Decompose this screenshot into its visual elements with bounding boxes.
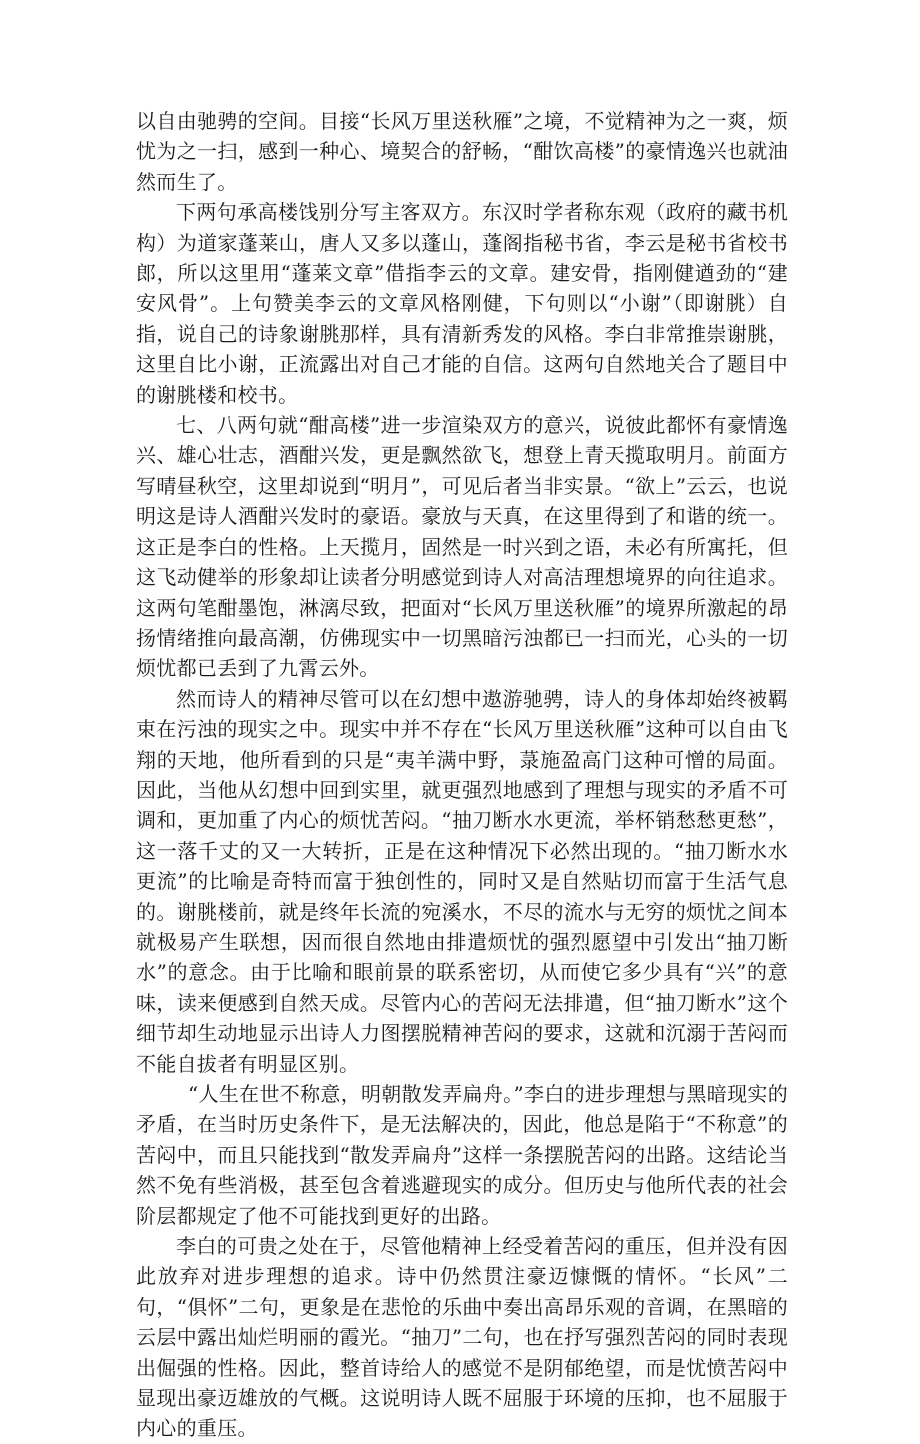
paragraph-6: 李白的可贵之处在于，尽管他精神上经受着苦闷的重压，但并没有因此放弃对进步理想的追求。诗中仍然贯注豪迈慷慨的情怀。“长风”二句，“俱怀”二句，更象是在悲怆的乐曲中奏出高昂乐观的音调，在黑暗的云层中露出灿烂明丽的霞光。“抽刀”二句，也在抒写强烈苦闷的同时表现出倔强的性格。因此，整首诗给人的感觉不是阴郁绝望，而是忧愤苦闷中显现出豪迈雄放的气概。这说明诗人既不屈服于环境的压抑，也不屈服于内心的重压。 <box>136 1234 788 1441</box>
paragraph-3: 七、八两句就“酣高楼”进一步渲染双方的意兴，说彼此都怀有豪情逸兴、雄心壮志，酒酣兴发，更是飘然欲飞，想登上青天揽取明月。前面方写晴昼秋空，这里却说到“明月”，可见后者当非实景。“欲上”云云，也说明这是诗人酒酣兴发时的豪语。豪放与天真，在这里得到了和谐的统一。这正是李白的性格。上天揽月，固然是一时兴到之语，未必有所寓托，但这飞动健举的形象却让读者分明感觉到诗人对高洁理想境界的向往追求。这两句笔酣墨饱，淋漓尽致，把面对“长风万里送秋雁”的境界所激起的昂扬情绪推向最高潮，仿佛现实中一切黑暗污浊都已一扫而光，心头的一切烦忧都已丢到了九霄云外。 <box>136 413 788 681</box>
paragraph-4: 然而诗人的精神尽管可以在幻想中遨游驰骋，诗人的身体却始终被羁束在污浊的现实之中。现实中并不存在“长风万里送秋雁”这种可以自由飞翔的天地，他所看到的只是“夷羊满中野，菉施盈高门这种可憎的局面。因此，当他从幻想中回到实里，就更强烈地感到了理想与现实的矛盾不可调和，更加重了内心的烦忧苦闷。“抽刀断水水更流，举杯销愁愁更愁”，这一落千丈的又一大转折，正是在这种情况下必然出现的。“抽刀断水水更流”的比喻是奇特而富于独创性的，同时又是自然贴切而富于生活气息的。谢朓楼前，就是终年长流的宛溪水，不尽的流水与无穷的烦忧之间本就极易产生联想，因而很自然地由排遣烦忧的强烈愿望中引发出“抽刀断水”的意念。由于比喻和眼前景的联系密切，从而使它多少具有“兴”的意味，读来便感到自然天成。尽管内心的苦闷无法排遣，但“抽刀断水”这个细节却生动地显示出诗人力图摆脱精神苦闷的要求，这就和沉溺于苦闷而不能自拔者有明显区别。 <box>136 686 788 1076</box>
paragraph-1: 以自由驰骋的空间。目接“长风万里送秋雁”之境，不觉精神为之一爽，烦忧为之一扫，感到一种心、境契合的舒畅，“酣饮高楼”的豪情逸兴也就油然而生了。 <box>136 109 788 194</box>
document-body <box>136 106 788 1444</box>
paragraph-5: “人生在世不称意，明朝散发弄扁舟。”李白的进步理想与黑暗现实的矛盾，在当时历史条件下，是无法解决的，因此，他总是陷于“不称意”的苦闷中，而且只能找到“散发弄扁舟”这样一条摆脱苦闷的出路。这结论当然不免有些消极，甚至包含着逃避现实的成分。但历史与他所代表的社会阶层都规定了他不可能找到更好的出路。 <box>136 1082 788 1228</box>
paragraph-2: 下两句承高楼饯别分写主客双方。东汉时学者称东观（政府的藏书机构）为道家蓬莱山，唐人又多以蓬山，蓬阁指秘书省，李云是秘书省校书郎，所以这里用“蓬莱文章”借指李云的文章。建安骨，指刚健遒劲的“建安风骨”。上句赞美李云的文章风格刚健，下句则以“小谢”（即谢朓）自指，说自己的诗象谢朓那样，具有清新秀发的风格。李白非常推崇谢朓，这里自比小谢，正流露出对自己才能的自信。这两句自然地关合了题目中的谢朓楼和校书。 <box>136 200 788 407</box>
